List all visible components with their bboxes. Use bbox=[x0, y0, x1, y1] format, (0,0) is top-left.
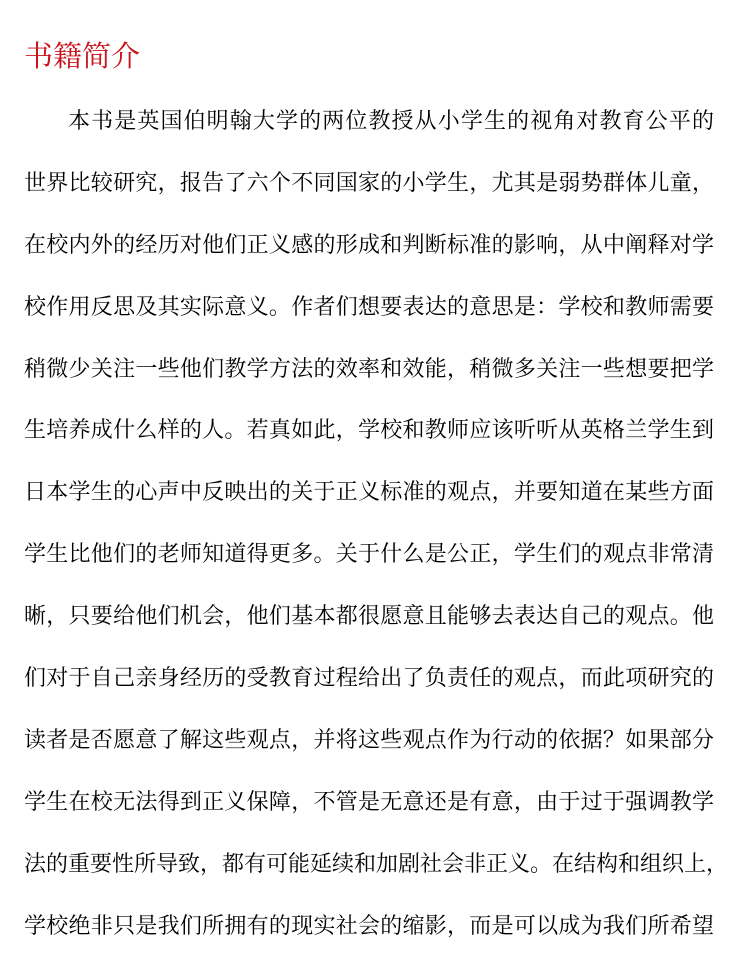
text-line: 读者是否愿意了解这些观点，并将这些观点作为行动的依据？如果部分 bbox=[24, 727, 714, 753]
text-line: 学校绝非只是我们所拥有的现实社会的缩影，而是可以成为我们所希望 bbox=[24, 913, 714, 939]
text-line: 学生在校无法得到正义保障，不管是无意还是有意，由于过于强调教学 bbox=[24, 789, 714, 815]
text-line: 们对于自己亲身经历的受教育过程给出了负责任的观点，而此项研究的 bbox=[24, 666, 714, 692]
text-line: 学生比他们的老师知道得更多。关于什么是公正，学生们的观点非常清 bbox=[24, 542, 714, 568]
text-line: 日本学生的心声中反映出的关于正义标准的观点，并要知道在某些方面 bbox=[24, 480, 714, 506]
text-line: 世界比较研究，报告了六个不同国家的小学生，尤其是弱势群体儿童， bbox=[24, 170, 714, 196]
text-line: 晰，只要给他们机会，他们基本都很愿意且能够去表达自己的观点。他 bbox=[24, 604, 714, 630]
text-line: 在校内外的经历对他们正义感的形成和判断标准的影响，从中阐释对学 bbox=[24, 232, 714, 258]
text-line: 法的重要性所导致，都有可能延续和加剧社会非正义。在结构和组织上， bbox=[24, 851, 729, 877]
body-text bbox=[24, 98, 729, 964]
text-line: 生培养成什么样的人。若真如此，学校和教师应该听听从英格兰学生到 bbox=[24, 418, 714, 444]
text-line: 校作用反思及其实际意义。作者们想要表达的意思是：学校和教师需要 bbox=[24, 294, 714, 320]
text-line: 稍微少关注一些他们教学方法的效率和效能，稍微多关注一些想要把学 bbox=[24, 356, 714, 382]
text-line: 本书是英国伯明翰大学的两位教授从小学生的视角对教育公平的 bbox=[68, 109, 714, 134]
section-title: 书籍简介 bbox=[24, 39, 141, 73]
